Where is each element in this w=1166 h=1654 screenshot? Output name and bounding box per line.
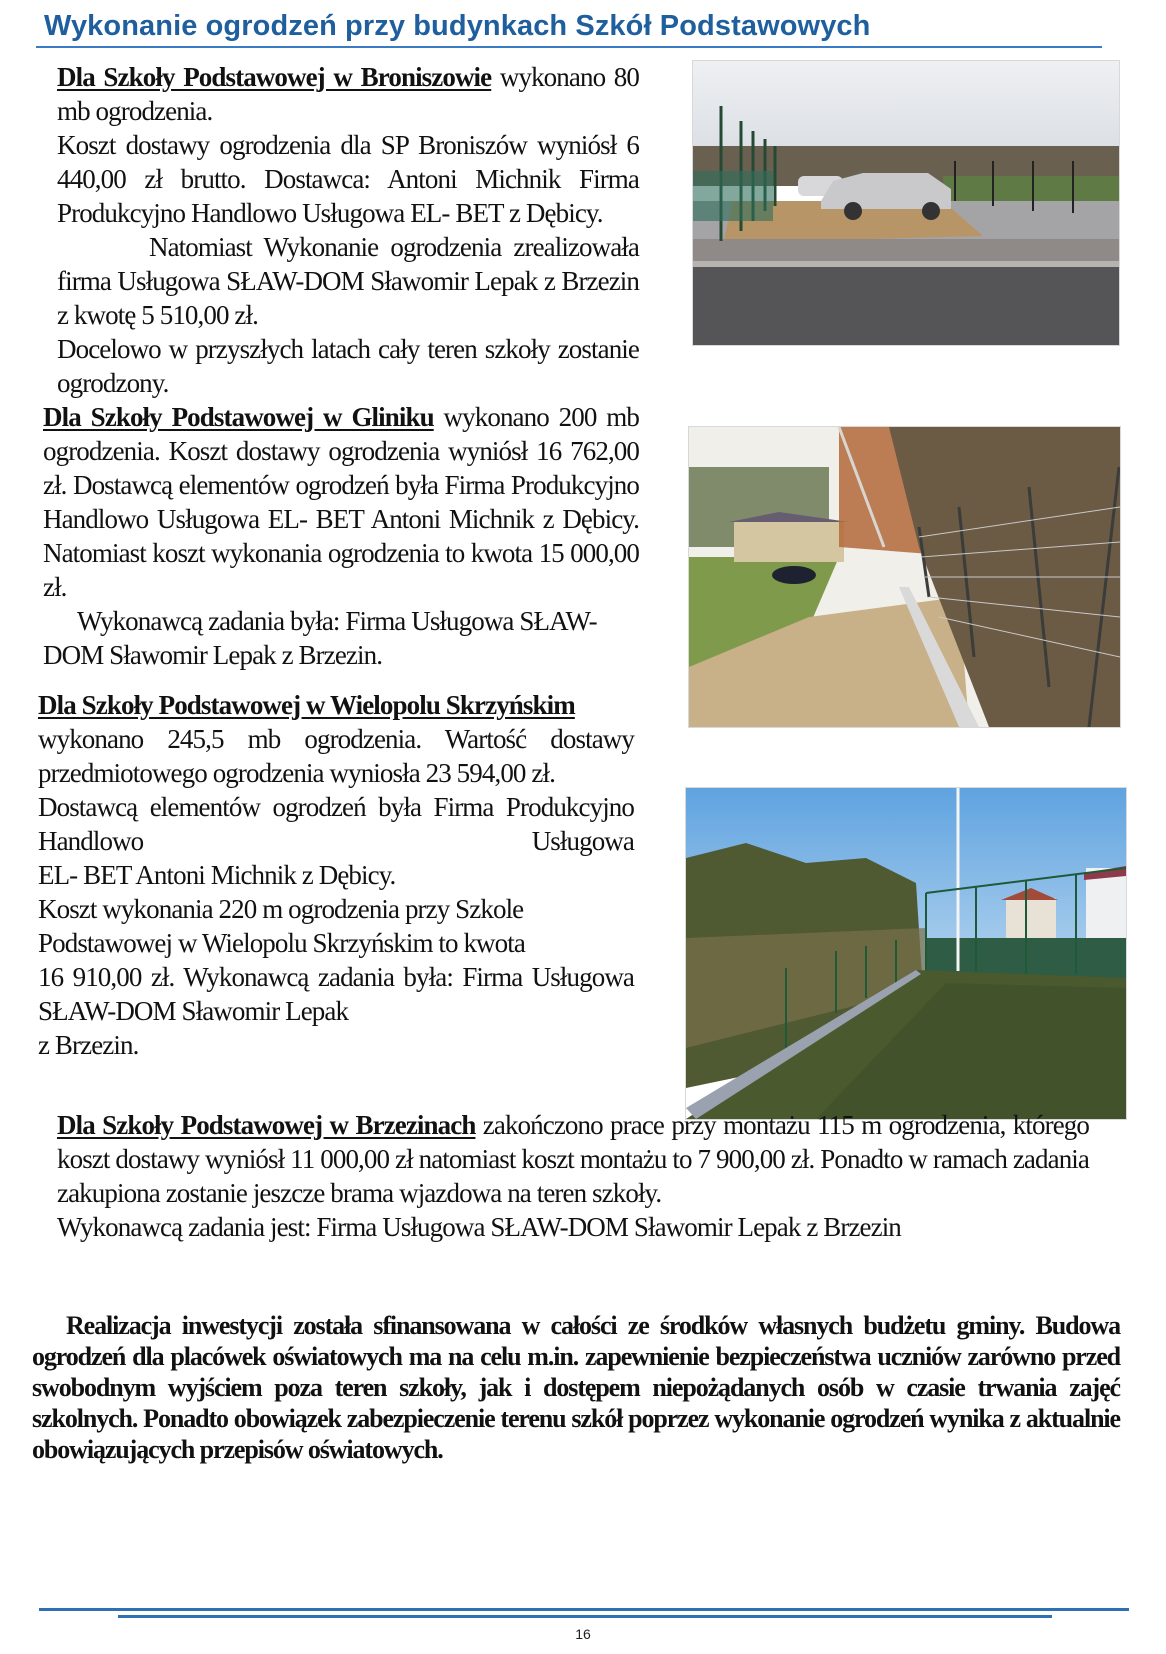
section-heading: Dla Szkoły Podstawowej w Gliniku bbox=[43, 402, 434, 432]
section-broniszow bbox=[57, 60, 639, 400]
section-heading: Dla Szkoły Podstawowej w Broniszowie bbox=[57, 62, 492, 92]
fence-parking-lot-photo bbox=[692, 60, 1120, 346]
summary-paragraph bbox=[32, 1310, 1120, 1465]
section-heading: Dla Szkoły Podstawowej w Brzezinach bbox=[57, 1110, 476, 1140]
paragraph: Natomiast Wykonanie ogrodzenia zrealizowała firma Usługowa SŁAW-DOM Sławomir Lepak z Brzezin z kwotę 5 510,00 zł. bbox=[57, 232, 639, 330]
fence-sports-field-photo bbox=[685, 787, 1127, 1120]
section-glinik bbox=[43, 400, 639, 672]
paragraph: 16 910,00 zł. Wykonawcą zadania była: Firma Usługowa SŁAW-DOM Sławomir Lepak bbox=[38, 962, 634, 1026]
paragraph: Docelowo w przyszłych latach cały teren szkoły zostanie ogrodzony. bbox=[57, 334, 639, 398]
footer-rule-bottom bbox=[118, 1615, 1052, 1618]
paragraph: Dostawcą elementów ogrodzeń była Firma Produkcyjno Handlowo Usługowa bbox=[38, 792, 634, 856]
page-number: 16 bbox=[575, 1626, 591, 1642]
paragraph: EL- BET Antoni Michnik z Dębicy. bbox=[38, 860, 396, 890]
summary-text: Realizacja inwestycji została sfinansowana w całości ze środków własnych budżetu gminy. Budowa ogrodzeń dla placówek oświatowych ma na celu m.in. zapewnienie bezpieczeństwa uczniów zarówno przed swobodnym wyjściem poza teren szkoły, jak i dostępem niepożądanych osób w czasie trwania zajęć szkolnych. Ponadto obowiązek zabezpieczenie terenu szkół poprzez wykonanie ogrodzeń wynika z aktualnie obowiązujących przepisów oświatowych. bbox=[32, 1311, 1120, 1464]
paragraph: wykonano 245,5 mb ogrodzenia. Wartość dostawy przedmiotowego ogrodzenia wyniosła 23 594,00 zł. bbox=[38, 724, 634, 788]
paragraph: zakończono prace przy montażu 115 m ogrodzenia, którego koszt dostawy wyniósł 11 000,00 zł natomiast koszt montażu to 7 900,00 zł. Ponadto w ramach zadania zakupiona zostanie jeszcze brama wjazdowa na teren szkoły. bbox=[57, 1110, 1089, 1208]
section-brzeziny bbox=[57, 1108, 1089, 1244]
fence-hillside-photo bbox=[688, 426, 1121, 728]
paragraph: wykonano 200 mb ogrodzenia. Koszt dostawy ogrodzenia wyniósł 16 762,00 zł. Dostawcą elementów ogrodzeń była Firma Produkcyjno Handlowo Usługowa EL- BET Antoni Michnik z Dębicy. Natomiast koszt wykonania ogrodzenia to kwota 15 000,00 zł. bbox=[43, 402, 639, 602]
paragraph: Wykonawcą zadania jest: Firma Usługowa SŁAW-DOM Sławomir Lepak z Brzezin bbox=[57, 1212, 901, 1242]
title-underline bbox=[36, 46, 1102, 48]
footer-rule-top bbox=[39, 1608, 1129, 1611]
section-wielopole bbox=[38, 688, 634, 1062]
page-title: Wykonanie ogrodzeń przy budynkach Szkół Podstawowych bbox=[44, 10, 871, 42]
paragraph: z Brzezin. bbox=[38, 1030, 139, 1060]
section-heading: Dla Szkoły Podstawowej w Wielopolu Skrzyńskim bbox=[38, 690, 575, 720]
paragraph: Wykonawcą zadania była: Firma Usługowa SŁAW-DOM Sławomir Lepak z Brzezin. bbox=[43, 606, 597, 670]
paragraph: Koszt dostawy ogrodzenia dla SP Broniszów wyniósł 6 440,00 zł brutto. Dostawca: Antoni Michnik Firma Produkcyjno Handlowo Usługowa EL- BET z Dębicy. bbox=[57, 130, 639, 228]
paragraph: wykonano 80 mb ogrodzenia. bbox=[57, 62, 640, 126]
paragraph: Koszt wykonania 220 m ogrodzenia przy Szkole Podstawowej w Wielopolu Skrzyńskim to kwota bbox=[38, 894, 525, 958]
